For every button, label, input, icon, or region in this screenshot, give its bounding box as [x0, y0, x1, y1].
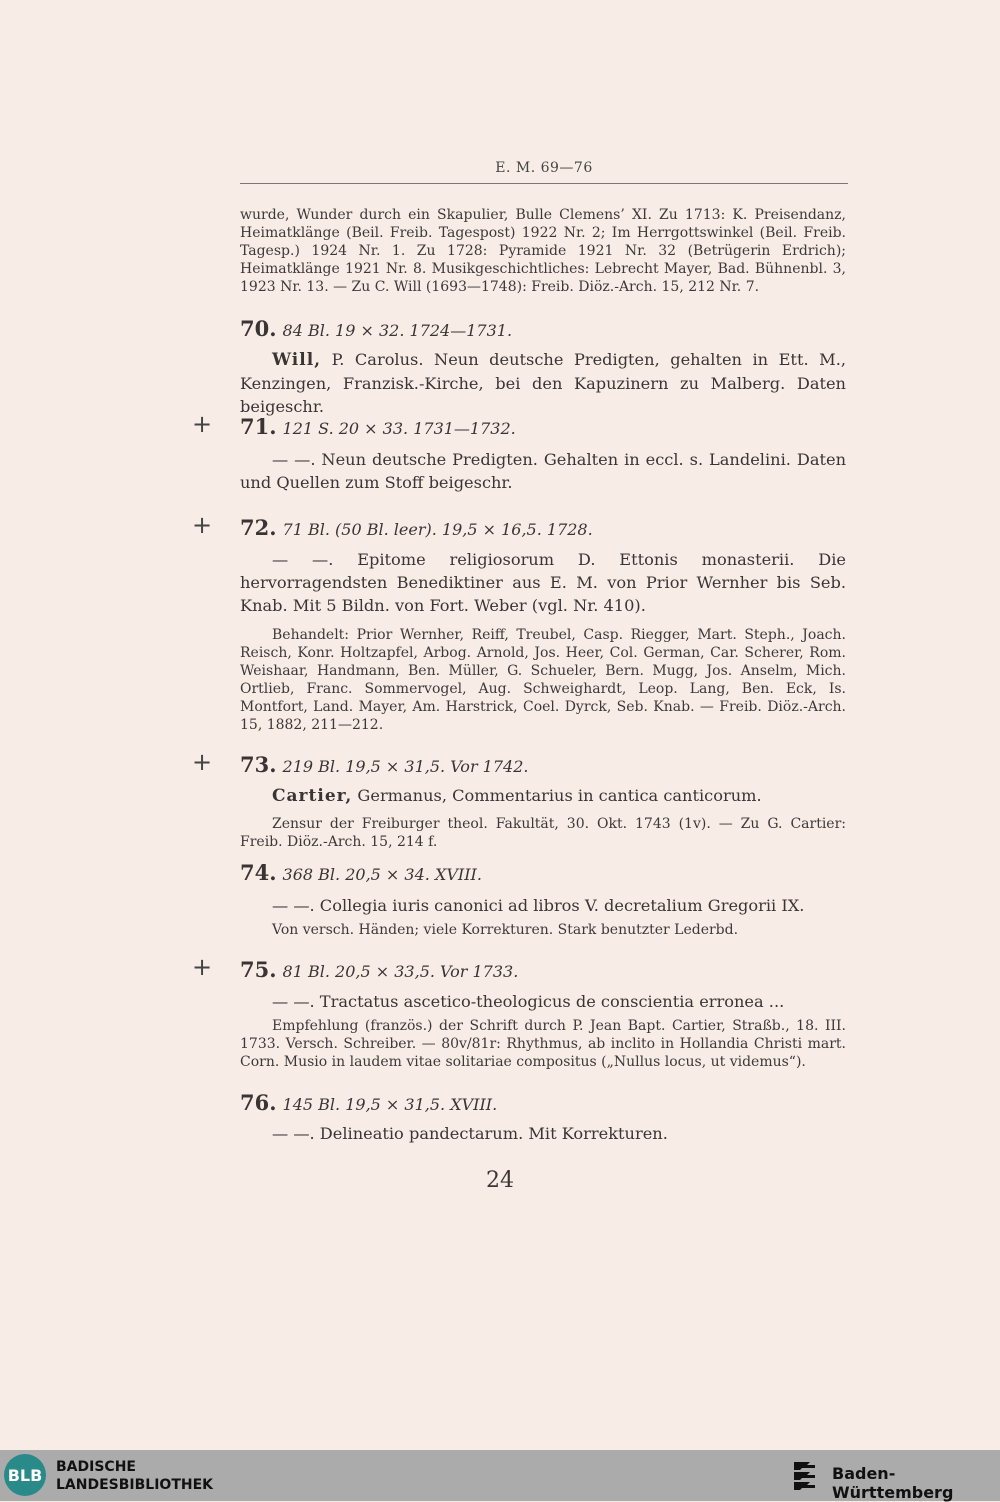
- state-name[interactable]: Baden-Württemberg: [832, 1464, 954, 1502]
- plus-marker: +: [192, 511, 213, 539]
- library-name-line2: LANDESBIBLIOTHEK: [56, 1477, 214, 1493]
- plus-marker: +: [192, 953, 213, 981]
- entry-meta: 368 Bl. 20,5 × 34. XVIII.: [282, 865, 482, 884]
- entry-title-text: Germanus, Commentarius in cantica canticorum.: [352, 786, 762, 805]
- entry-number: 76.: [240, 1090, 277, 1115]
- entry-meta: 121 S. 20 × 33. 1731—1732.: [282, 419, 516, 438]
- library-name-line1: BADISCHE: [56, 1459, 136, 1475]
- footer-bar: [0, 1450, 1000, 1501]
- entry-74-note: Von versch. Händen; viele Korrekturen. Stark benutzter Lederbd.: [272, 922, 739, 938]
- entry-number: 73.: [240, 752, 277, 777]
- entry-72-heading: [240, 515, 846, 540]
- coat-of-arms-icon[interactable]: [790, 1458, 824, 1492]
- entry-number: 71.: [240, 414, 277, 439]
- entry-75-note: Empfehlung (französ.) der Schrift durch P. Jean Bapt. Cartier, Straßb., 18. III. 1733. Versch. Schreiber. — 80v/81r: Rhythmus, ab inclito in Hollandia Christi mart. Corn. Musio in laudem vitae solitariae compositus („Nullus locus, ut videmus“).: [240, 1018, 846, 1070]
- header-rule: [240, 183, 848, 184]
- entry-number: 72.: [240, 515, 277, 540]
- entry-74-heading: [240, 860, 846, 885]
- entry-73-heading: [240, 752, 846, 777]
- entry-title-text: P. Carolus. Neun deutsche Predigten, gehalten in Ett. M., Kenzingen, Franzisk.-Kirche, bei den Kapuzinern zu Malberg. Daten beigeschr.: [240, 350, 846, 416]
- running-header: E. M. 69—76: [495, 160, 593, 176]
- entry-76-title: — —. Delineatio pandectarum. Mit Korrekturen.: [272, 1124, 668, 1143]
- entry-71-title: — —. Neun deutsche Predigten. Gehalten in eccl. s. Landelini. Daten und Quellen zum Stoff beigeschr.: [240, 450, 846, 492]
- entry-meta: 145 Bl. 19,5 × 31,5. XVIII.: [282, 1095, 498, 1114]
- plus-marker: +: [192, 410, 213, 438]
- entry-70-heading: [240, 316, 846, 341]
- entry-75-heading: [240, 957, 846, 982]
- entry-meta: 81 Bl. 20,5 × 33,5. Vor 1733.: [282, 962, 519, 981]
- entry-74-title: — —. Collegia iuris canonici ad libros V. decretalium Gregorii IX.: [272, 896, 805, 915]
- entry-71-heading: [240, 414, 846, 439]
- blb-logo-icon[interactable]: BLB: [4, 1454, 46, 1496]
- library-name[interactable]: [56, 1458, 213, 1494]
- page-number: 24: [486, 1168, 514, 1193]
- entry-number: 74.: [240, 860, 277, 885]
- entry-author: Will,: [272, 350, 322, 370]
- entry-75-title: — —. Tractatus ascetico-theologicus de conscientia erronea ...: [272, 992, 785, 1011]
- entry-number: 75.: [240, 957, 277, 982]
- entry-70-title: [240, 348, 846, 418]
- entry-number: 70.: [240, 316, 277, 341]
- entry-73-title: [240, 784, 846, 808]
- entry-meta: 84 Bl. 19 × 32. 1724—1731.: [282, 321, 513, 340]
- entry-73-note: Zensur der Freiburger theol. Fakultät, 30. Okt. 1743 (1v). — Zu G. Cartier: Freib. Diöz.-Arch. 15, 214 f.: [240, 816, 846, 850]
- entry-author: Cartier,: [272, 786, 353, 806]
- entry-meta: 71 Bl. (50 Bl. leer). 19,5 × 16,5. 1728.: [282, 520, 593, 539]
- intro-paragraph: wurde, Wunder durch ein Skapulier, Bulle Clemens’ XI. Zu 1713: K. Preisendanz, Heimatklänge (Beil. Freib. Tagespost) 1922 Nr. 2; Im Herrgottswinkel (Beil. Freib. Tagesp.) 1924 Nr. 1. Zu 1728: Pyramide 1921 Nr. 32 (Betrügerin Erdrich); Heimatklänge 1921 Nr. 8. Musikgeschichtliches: Lebrecht Mayer, Bad. Bühnenbl. 3, 1923 Nr. 13. — Zu C. Will (1693—1748): Freib. Diöz.-Arch. 15, 212 Nr. 7.: [240, 207, 846, 295]
- entry-76-heading: [240, 1090, 846, 1115]
- plus-marker: +: [192, 748, 213, 776]
- entry-72-note: Behandelt: Prior Wernher, Reiff, Treubel, Casp. Riegger, Mart. Steph., Joach. Reisch, Konr. Holtzapfel, Arbog. Arnold, Jos. Heer, Col. German, Car. Scherer, Rom. Weishaar, Handmann, Ben. Müller, G. Schueler, Bern. Mugg, Jos. Anselm, Mich. Ortlieb, Franc. Sommervogel, Aug. Schweighardt, Leop. Lang, Ben. Eck, Is. Montfort, Land. Mayer, Am. Harstrick, Coel. Dyrck, Seb. Knab. — Freib. Diöz.-Arch. 15, 1882, 211—212.: [240, 627, 846, 733]
- entry-72-title: — —. Epitome religiosorum D. Ettonis monasterii. Die hervorragendsten Benediktiner aus E. M. von Prior Wernher bis Seb. Knab. Mit 5 Bildn. von Fort. Weber (vgl. Nr. 410).: [240, 550, 846, 615]
- entry-meta: 219 Bl. 19,5 × 31,5. Vor 1742.: [282, 757, 529, 776]
